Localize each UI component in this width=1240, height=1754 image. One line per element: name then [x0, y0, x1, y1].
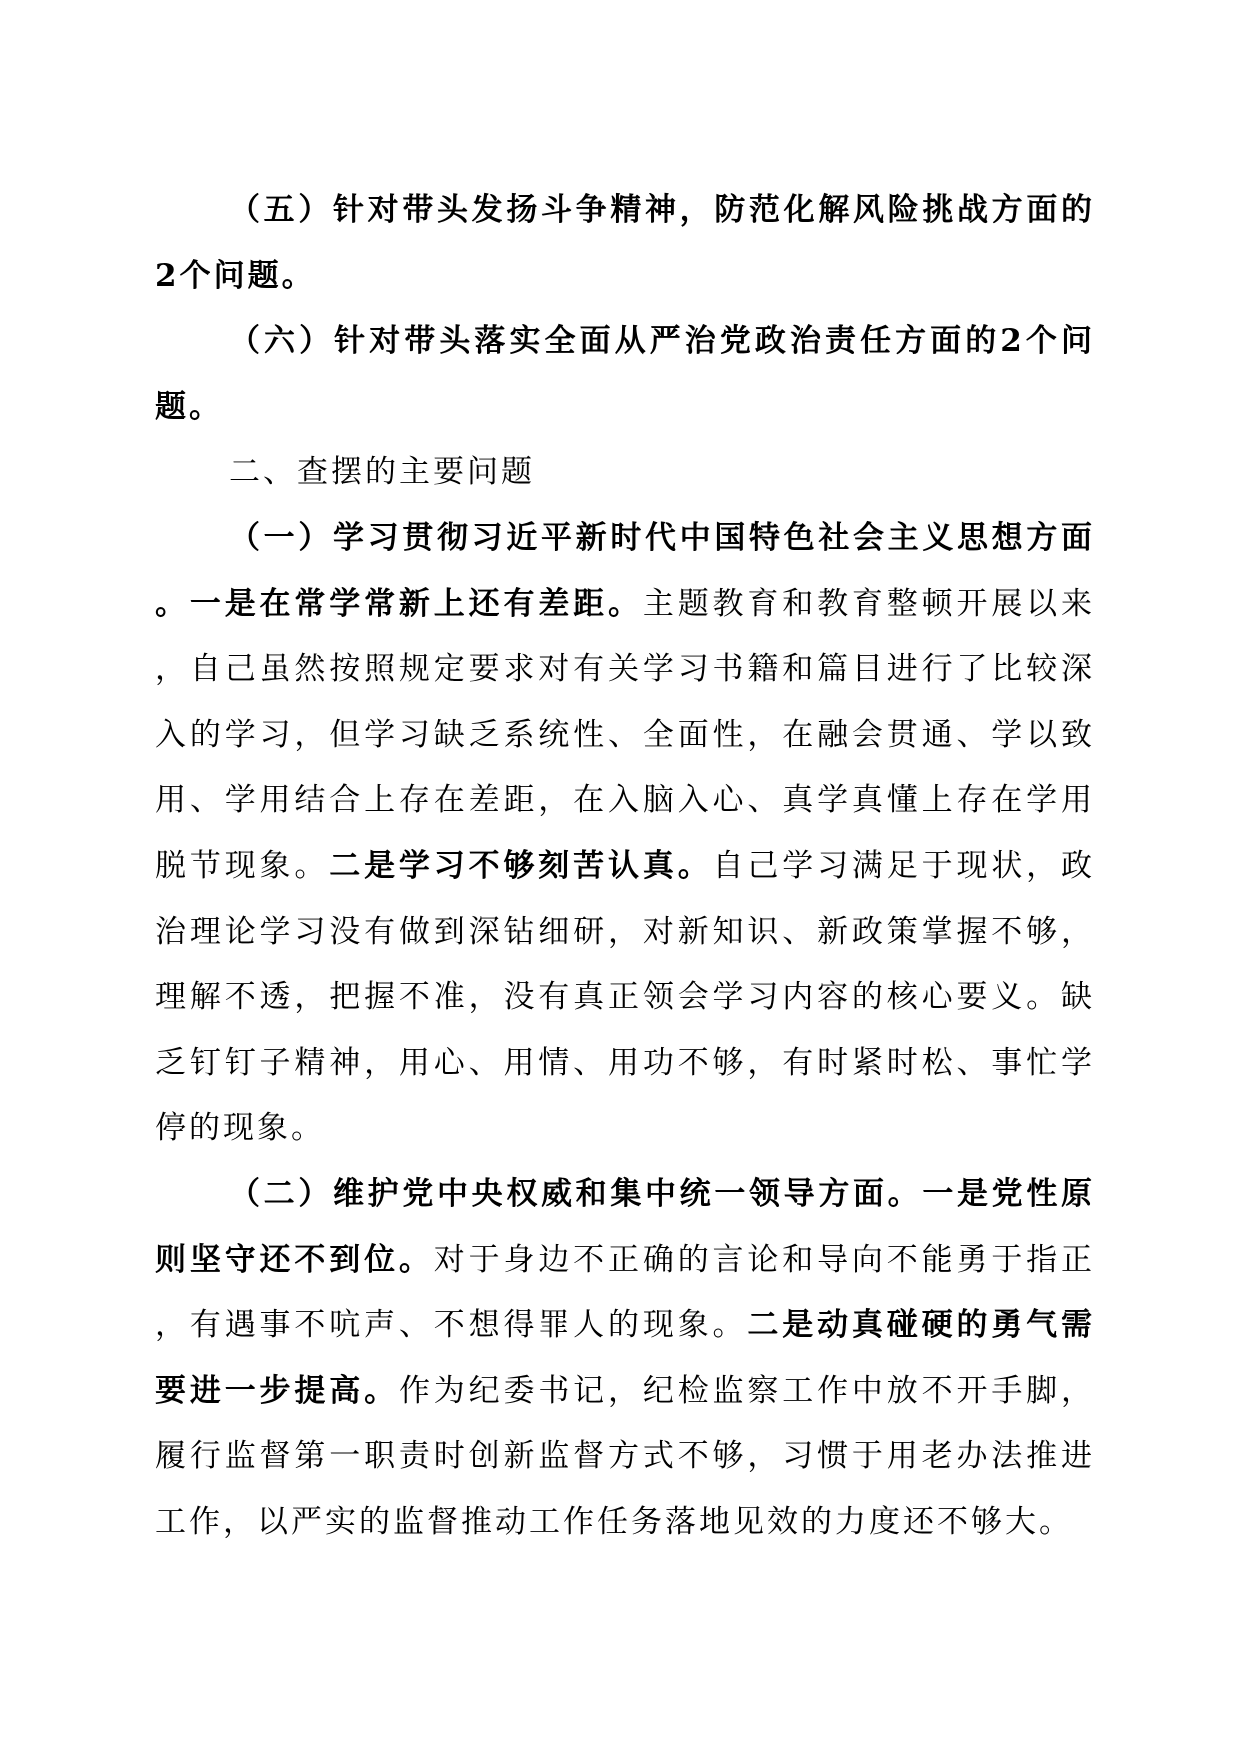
document-page	[155, 178, 1095, 1555]
subsection-2-point-2-label: 二是动真碰硬的勇气需要进一步提高。	[155, 1307, 1096, 1409]
subsection-1	[155, 506, 1095, 1162]
section-title-main-problems: 二、查摆的主要问题	[229, 454, 535, 491]
subsection-1-point-1-label: 一是在常学常新上还有差距。	[189, 585, 643, 622]
subsection-2-title: （二）维护党中央权威和集中统一领导方面。	[229, 1175, 923, 1212]
subsection-2-point-1-text: 对于身边不正确的言论和导向不能勇于指正，有遇事不吭声、不想得罪人的现象。	[155, 1241, 1096, 1344]
subsection-2-point-1-label: 一是党性原则坚守还不到位。	[155, 1175, 1096, 1278]
subsection-2-point-2-text: 作为纪委书记，纪检监察工作中放不开手脚，履行监督第一职责时创新监督方式不够，习惯于用老办法推进工作，以严实的监督推动工作任务落地见效的力度还不够大。	[155, 1372, 1096, 1540]
subsection-1-title: （一）学习贯彻习近平新时代中国特色社会主义思想方面。	[155, 519, 1095, 622]
problem-item-6: （六）针对带头落实全面从严治党政治责任方面的2个问题。	[155, 323, 1095, 425]
problem-item-5: （五）针对带头发扬斗争精神，防范化解风险挑战方面的2个问题。	[155, 192, 1095, 294]
subsection-1-point-2-text: 自己学习满足于现状，政治理论学习没有做到深钻细研，对新知识、新政策掌握不够，理解不透，把握不准，没有真正领会学习内容的核心要义。缺乏钉钉子精神，用心、用情、用功不够，有时紧时松、事忙学停的现象。	[155, 847, 1096, 1147]
subsection-1-point-2-label: 二是学习不够刻苦认真。	[329, 847, 713, 884]
subsection-1-point-1-text: 主题教育和教育整顿开展以来，自己虽然按照规定要求对有关学习书籍和篇目进行了比较深入的学习，但学习缺乏系统性、全面性，在融会贯通、学以致用、学用结合上存在差距，在入脑入心、真学真懂上存在学用脱节现象。	[155, 585, 1096, 884]
subsection-2	[155, 1162, 1095, 1556]
